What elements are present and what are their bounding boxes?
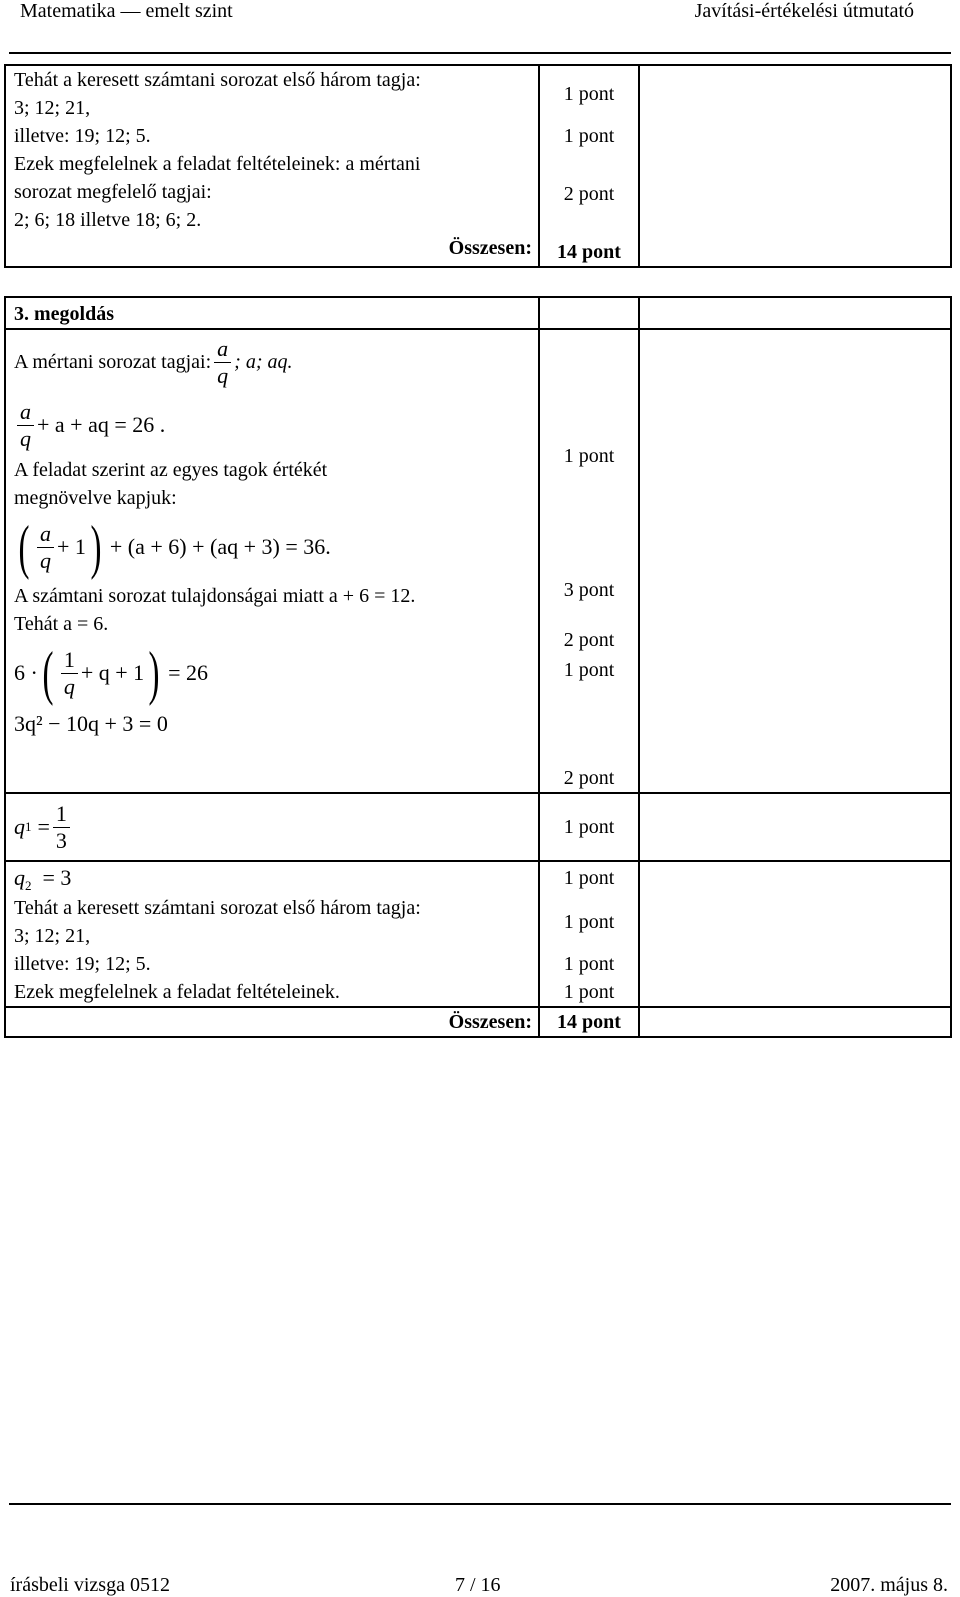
paren-left: ( (42, 640, 54, 706)
footer-exam-code: írásbeli vizsga 0512 (10, 1574, 170, 1596)
fraction (53, 801, 70, 854)
equation-substituted (14, 638, 538, 708)
notes-cell (639, 65, 951, 267)
points-value: 1 pont (563, 816, 615, 838)
equation-increased (14, 512, 538, 582)
numerator: a (214, 336, 231, 363)
total-label: Összesen: (448, 1011, 532, 1033)
solution-title: 3. megoldás (14, 303, 114, 325)
solution-table-3 (4, 296, 952, 1038)
solution-table-previous (4, 64, 952, 268)
terms-label: A mértani sorozat tagjai: (14, 351, 212, 373)
points-value: 2 pont (563, 767, 615, 789)
header-guide-title: Javítási-értékelési útmutató (694, 0, 914, 22)
root2-equation (14, 862, 538, 894)
points-cell (539, 329, 639, 793)
equals-sign: = (37, 814, 50, 839)
notes-cell (639, 793, 951, 861)
fraction (37, 521, 54, 574)
root-variable: q (14, 865, 25, 890)
text-line: A feladat szerint az egyes tagok értékét (14, 459, 328, 481)
denominator: q (63, 673, 75, 699)
notes-cell (639, 297, 951, 329)
text-line: Ezek megfelelnek a feladat feltételeinek. (14, 981, 340, 1003)
numerator: 1 (53, 801, 70, 828)
numerator: a (17, 399, 34, 426)
header-subject: Matematika — emelt szint (20, 0, 233, 22)
denominator: q (39, 547, 51, 573)
terms-rest: ; a; aq. (234, 351, 293, 373)
fraction (214, 336, 231, 389)
quadratic-equation: 3q² − 10q + 3 = 0 (14, 711, 168, 736)
terms-line (14, 330, 538, 394)
points-value: 2 pont (563, 183, 615, 205)
points-cell (539, 297, 639, 329)
equation-rest: + (a + 6) + (aq + 3) = 36. (109, 534, 331, 559)
footer-rule (9, 1503, 951, 1505)
fraction (17, 399, 34, 452)
solution-body-cell (5, 329, 539, 793)
points-value: 1 pont (563, 981, 615, 1003)
text-line: 3; 12; 21, (14, 925, 91, 947)
conclusion-cell (5, 861, 539, 1007)
text-line: Ezek megfelelnek a feladat feltételeinek: a mértani (14, 153, 421, 175)
notes-cell (639, 1007, 951, 1037)
footer-date: 2007. május 8. (830, 1574, 948, 1596)
numerator: 1 (61, 647, 78, 674)
points-cell (539, 1007, 639, 1037)
text-line: 2; 6; 18 illetve 18; 6; 2. (14, 209, 202, 231)
denominator: q (217, 362, 229, 388)
text-line: Tehát a keresett számtani sorozat első három tagja: (14, 897, 421, 919)
root-index: 1 (25, 819, 32, 834)
text-line: Tehát a keresett számtani sorozat első három tagja: (14, 69, 421, 91)
fraction (61, 647, 78, 700)
notes-cell (639, 329, 951, 793)
equation-rest: + a + aq = 26 . (37, 412, 166, 437)
total-label: Összesen: (448, 237, 532, 259)
root-variable: q (14, 814, 25, 839)
text-line: sorozat megfelelő tagjai: (14, 181, 212, 203)
text-line: megnövelve kapjuk: (14, 487, 177, 509)
points-cell (539, 793, 639, 861)
solution-title-cell (5, 297, 539, 329)
denominator: 3 (55, 827, 67, 853)
points-cell (539, 861, 639, 1007)
text-line: illetve: 19; 12; 5. (14, 953, 151, 975)
text-line: A számtani sorozat tulajdonságai miatt a + 6 = 12. (14, 585, 416, 607)
denominator: q (20, 425, 31, 451)
equation-rest: = 3 (42, 865, 72, 890)
text-line: Tehát a = 6. (14, 613, 109, 635)
text-line: illetve: 19; 12; 5. (14, 125, 151, 147)
points-value: 1 pont (563, 83, 615, 105)
paren-right: ) (148, 640, 160, 706)
points-value: 1 pont (563, 659, 615, 681)
points-value: 1 pont (563, 911, 615, 933)
paren-right: ) (90, 514, 102, 580)
equation-lead: 6 · (14, 660, 38, 685)
equation-sum (14, 394, 538, 456)
footer-page-number: 7 / 16 (455, 1574, 501, 1596)
solution-text-cell (5, 65, 539, 267)
equation-inner: + 1 (56, 534, 86, 559)
total-cell (5, 1007, 539, 1037)
root1-cell (5, 793, 539, 861)
points-value: 2 pont (563, 629, 615, 651)
numerator: a (37, 521, 54, 548)
notes-cell (639, 861, 951, 1007)
root1-equation (14, 794, 538, 860)
points-value: 1 pont (563, 125, 615, 147)
points-cell (539, 65, 639, 267)
equation-inner: + q + 1 (80, 660, 145, 685)
paren-left: ( (18, 514, 30, 580)
equation-rest: = 26 (168, 660, 209, 685)
total-points: 14 pont (557, 241, 621, 263)
root-index: 2 (25, 878, 32, 893)
total-points: 14 pont (557, 1011, 621, 1033)
points-value: 1 pont (563, 953, 615, 975)
header-rule (9, 52, 951, 54)
points-value: 3 pont (563, 579, 615, 601)
points-value: 1 pont (563, 445, 615, 467)
text-line: 3; 12; 21, (14, 97, 91, 119)
points-value: 1 pont (563, 867, 615, 889)
